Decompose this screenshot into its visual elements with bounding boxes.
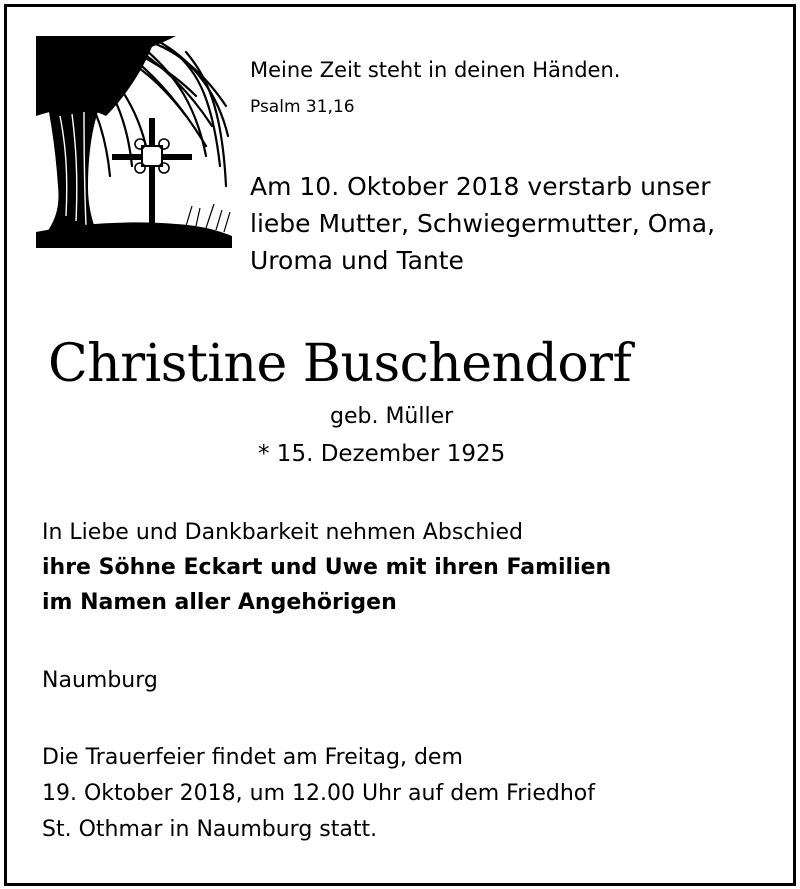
deceased-name: Christine Buschendorf [48,334,632,394]
death-announcement [250,168,715,279]
death-announcement-line-2: liebe Mutter, Schwiegermutter, Oma, [250,209,716,238]
maiden-name: geb. Müller [330,404,454,429]
death-announcement-line-3: Uroma und Tante [250,246,464,275]
bible-verse: Meine Zeit steht in deinen Händen. [250,58,621,82]
death-announcement-line-1: Am 10. Oktober 2018 verstarb unser [250,172,711,201]
birth-date: * 15. Dezember 1925 [258,441,506,467]
place: Naumburg [42,668,158,693]
mourners-line-2: im Namen aller Angehörigen [42,590,397,615]
mourners-block [42,515,611,620]
service-line-2: 19. Oktober 2018, um 12.00 Uhr auf dem Friedhof [42,781,596,806]
funeral-service-info [42,740,595,848]
mourners-line-1: ihre Söhne Eckart und Uwe mit ihren Familien [42,555,612,580]
service-line-1: Die Trauerfeier findet am Freitag, dem [42,745,463,770]
mourners-intro: In Liebe und Dankbarkeit nehmen Abschied [42,520,523,545]
bible-verse-reference: Psalm 31,16 [250,97,355,117]
tree-and-cross-icon [36,36,232,248]
service-line-3: St. Othmar in Naumburg statt. [42,817,378,842]
